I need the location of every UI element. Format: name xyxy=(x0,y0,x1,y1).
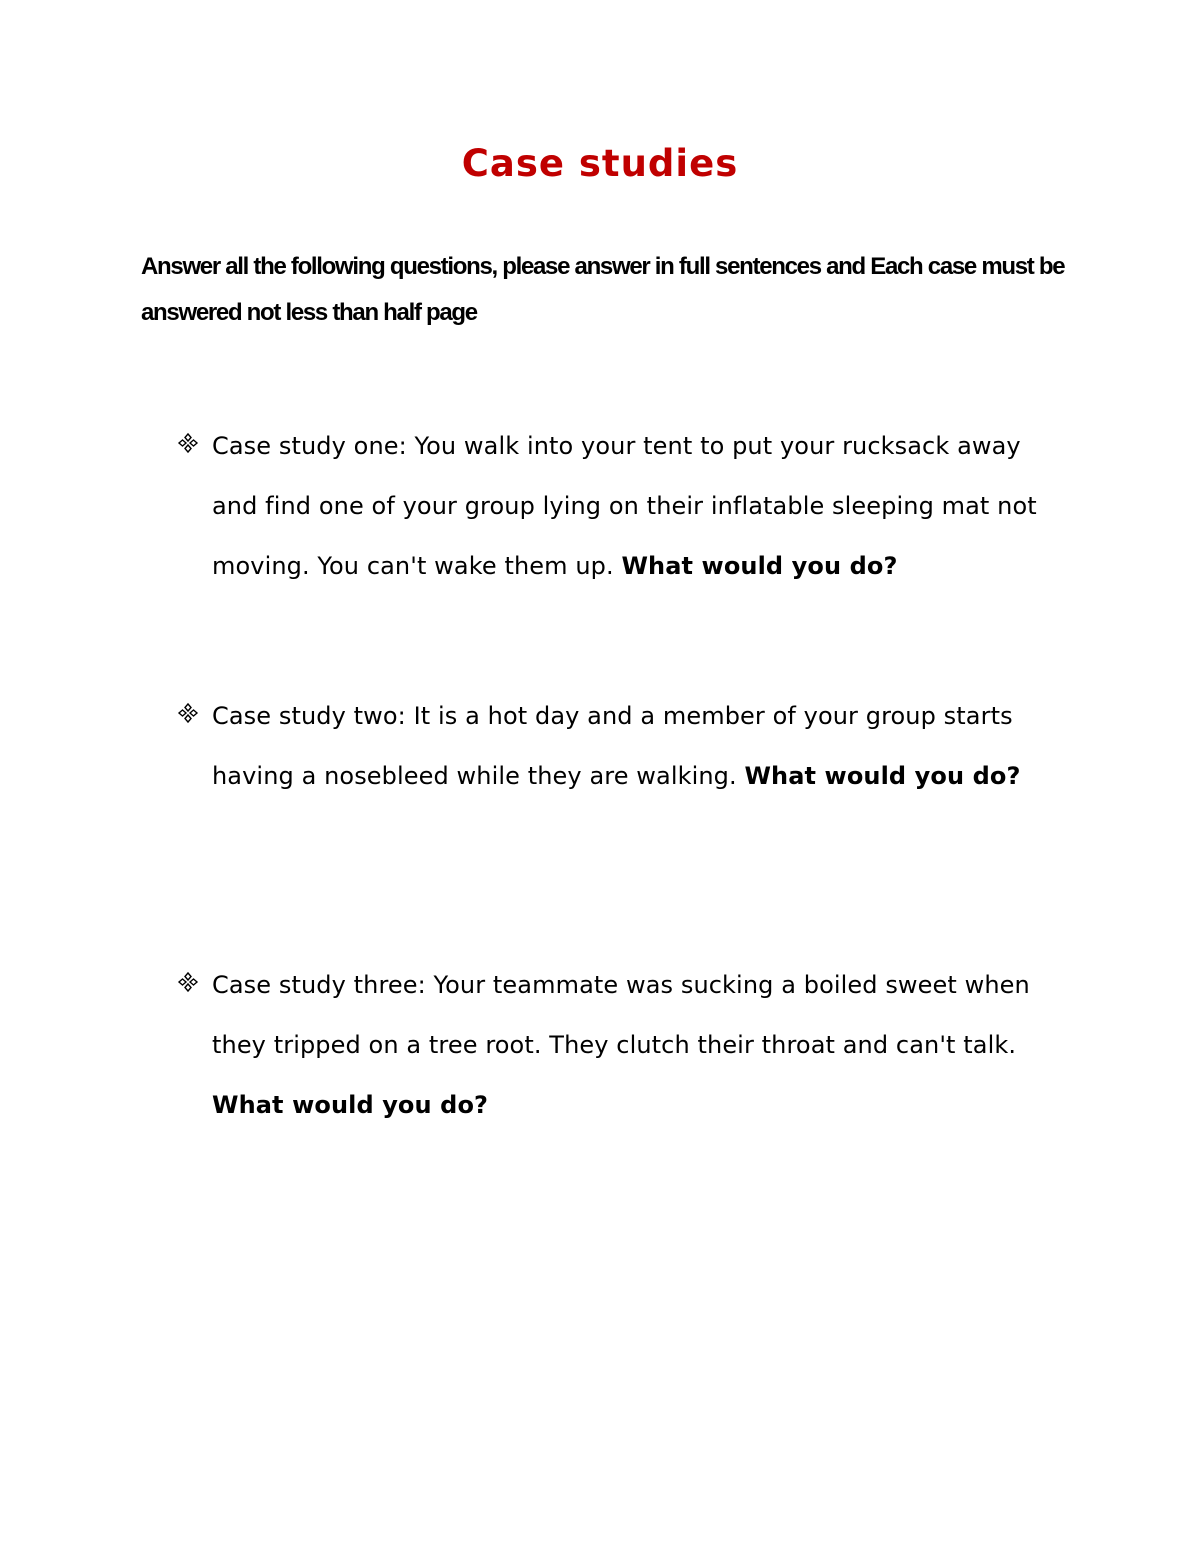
case-question: What would you do? xyxy=(212,1091,489,1119)
diamond-bullet-icon xyxy=(177,702,199,724)
diamond-bullet-icon xyxy=(177,432,199,454)
instructions-text: Answer all the following questions, please answer in full sentences and Each case must be answered not less than half page xyxy=(141,253,1065,326)
case-question: What would you do? xyxy=(621,552,898,580)
case-study-two xyxy=(177,686,1067,806)
case-study-one xyxy=(177,416,1067,596)
case-study-text xyxy=(212,955,1067,1135)
case-description: Case study three: Your teammate was sucking a boiled sweet when they tripped on a tree root. They clutch their throat and can't talk. xyxy=(212,971,1030,1059)
diamond-bullet-icon xyxy=(177,971,199,993)
case-study-three xyxy=(177,955,1067,1135)
page-title: Case studies xyxy=(461,142,739,185)
case-study-text xyxy=(212,686,1067,806)
case-question: What would you do? xyxy=(744,762,1021,790)
case-study-text xyxy=(212,416,1067,596)
case-description: Case study one: You walk into your tent to put your rucksack away and find one of your group lying on their inflatable sleeping mat not moving. You can't wake them up. xyxy=(212,432,1037,580)
case-description: Case study two: It is a hot day and a member of your group starts having a nosebleed while they are walking. xyxy=(212,702,1013,790)
